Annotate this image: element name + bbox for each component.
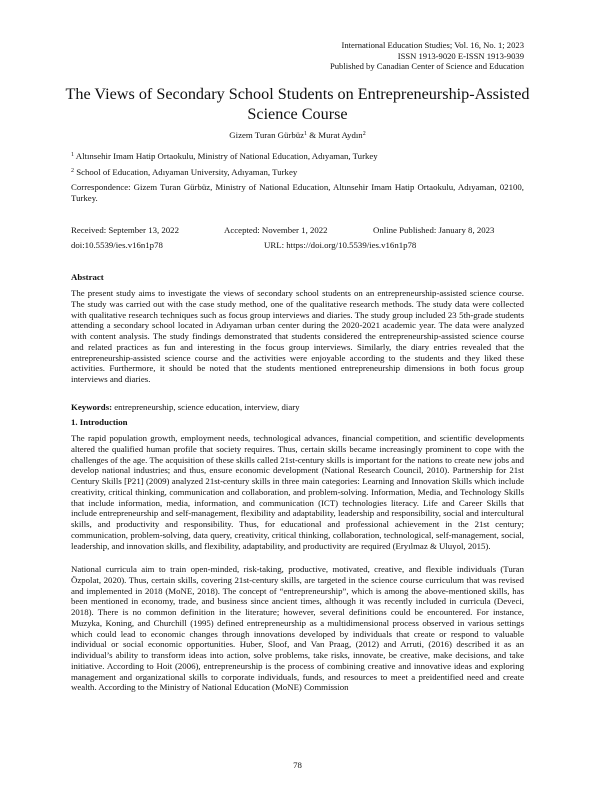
author-affiliation-mark: 1 bbox=[304, 131, 308, 137]
section-heading-introduction: 1. Introduction bbox=[71, 417, 128, 427]
abstract-heading: Abstract bbox=[71, 272, 104, 282]
author-affiliation-mark: 2 bbox=[362, 131, 366, 137]
received-date: Received: September 13, 2022 bbox=[71, 225, 179, 235]
abstract-text: The present study aims to investigate the views of secondary school students on an entrepreneurship-assisted science course. The study was carried out with the case study method, one of the qualitative research methods. The study data were collected with qualitative research techniques such as focus group interviews and diaries. The study group included 23 5th-grade students attending a secondary school located in Adıyaman urban center during the 2020-2021 academic year. The data were analyzed with content analysis. The study findings demonstrated that students considered the entrepreneurship-assisted science course and related practices as fun and interesting in the focus group interviews. Similarly, the diary entries revealed that the entrepreneurship-assisted science course and the activities were enjoyable according to the students and they liked these activities. Furthermore, it should be noted that the students mentioned entrepreneurship dimensions in both focus group interviews and diaries. bbox=[71, 288, 524, 384]
doi-line bbox=[71, 240, 524, 251]
paper-title: The Views of Secondary School Students on Entrepreneurship-Assisted Science Course bbox=[65, 85, 530, 123]
journal-publisher: Published by Canadian Center of Science and Education bbox=[329, 61, 524, 72]
journal-citation: International Education Studies; Vol. 16, No. 1; 2023 bbox=[341, 40, 524, 50]
affiliation-mark: 2 bbox=[71, 168, 74, 174]
doi-url[interactable]: URL: https://doi.org/10.5539/ies.v16n1p78 bbox=[264, 240, 417, 250]
journal-header bbox=[330, 40, 524, 72]
online-date: Online Published: January 8, 2023 bbox=[373, 225, 495, 235]
intro-paragraph-1: The rapid population growth, employment needs, technological advances, financial competition, and scientific developments altered the qualified human profile that society requires. Thus, certain skills became increasingly prominent to cope with the challenges of the age. The acquisition of these skills called 21st-century skills is important for the nations to create new jobs and develop national industries; and thus, ensure economic development (National Research Council, 2010). Partnership for 21st Century Skills [P21] (2009) analyzed 21st-century skills in three main categories: Learning and Innovation Skills which include creativity, critical thinking, communication and collaboration, and problem-solving. Information, Media, and Technology Skills that include information, media, information, and communication (ICT) technologies literacy. Life and Career Skills that include entrepreneurship and self-management, flexibility and adaptability, leadership and responsibility, social and intercultural skills, and productivity and responsibility. Thus, for educational and professional achievement in the 21st century; communication, problem-solving, data query, creativity, critical thinking, collaboration, technological, self-management, social, leadership, and innovation skills, and flexibility, adaptability, and productivity are required (Eryılmaz & Uluyol, 2015). bbox=[71, 433, 524, 551]
correspondence: Correspondence: Gizem Turan Gürbüz, Ministry of National Education, Altınsehir Imam Hatip Ortaokulu, Adıyaman, 02100, Turkey. bbox=[71, 182, 524, 203]
keywords bbox=[71, 402, 524, 412]
affiliation-text: Altınsehir Imam Hatip Ortaokulu, Ministry of National Education, Adıyaman, Turkey bbox=[75, 151, 378, 161]
affiliation-mark: 1 bbox=[71, 152, 74, 158]
keywords-label: Keywords: bbox=[71, 402, 113, 412]
accepted-date: Accepted: November 1, 2022 bbox=[224, 225, 328, 235]
journal-issn: ISSN 1913-9020 E-ISSN 1913-9039 bbox=[397, 50, 524, 61]
affiliation-2 bbox=[71, 166, 524, 178]
author-line bbox=[0, 130, 595, 140]
author-name: Murat Aydın bbox=[318, 130, 363, 140]
publication-dates bbox=[71, 225, 524, 236]
doi-text[interactable]: doi:10.5539/ies.v16n1p78 bbox=[71, 240, 163, 250]
affiliation-1 bbox=[71, 150, 524, 162]
author-name: Gizem Turan Gürbüz bbox=[229, 130, 305, 140]
page-number: 78 bbox=[293, 760, 302, 770]
author-separator: & bbox=[307, 130, 319, 140]
intro-paragraph-2: National curricula aim to train open-minded, risk-taking, productive, motivated, creative, and flexible individuals (Turan Özpolat, 2020). Thus, certain skills, covering 21st-century skills, are targeted in the science course curriculum that was revised and implemented in 2018 (MoNE, 2018). The concept of “entrepreneurship”, which is among the above-mentioned skills, has been mentioned in economy, trade, and business since ancient times, although it was recently included in curricula (Deveci, 2018). There is no common definition in the literature; however, several definitions could be encountered. For instance, Muzyka, Koning, and Churchill (1995) defined entrepreneurship as a multidimensional process observed in various settings which could lead to economic changes through innovations developed by individuals that create or respond to valuable individual or social economic opportunities. Huber, Sloof, and Van Praag, (2012) and Arruti, (2016) described it as an individual’s ability to transform ideas into action, solve problems, take risks, innovate, be creative, make decisions, and take initiative. According to Hoit (2006), entrepreneurship is the process of combining creative and innovative ideas and exploring management and organizational skills to corporate individuals, funds, and resources to meet a preidentified need and create wealth. According to the Ministry of National Education (MoNE) Commission bbox=[71, 564, 524, 693]
keywords-text: entrepreneurship, science education, interview, diary bbox=[112, 402, 300, 412]
affiliation-text: School of Education, Adıyaman University, Adıyaman, Turkey bbox=[76, 167, 298, 177]
